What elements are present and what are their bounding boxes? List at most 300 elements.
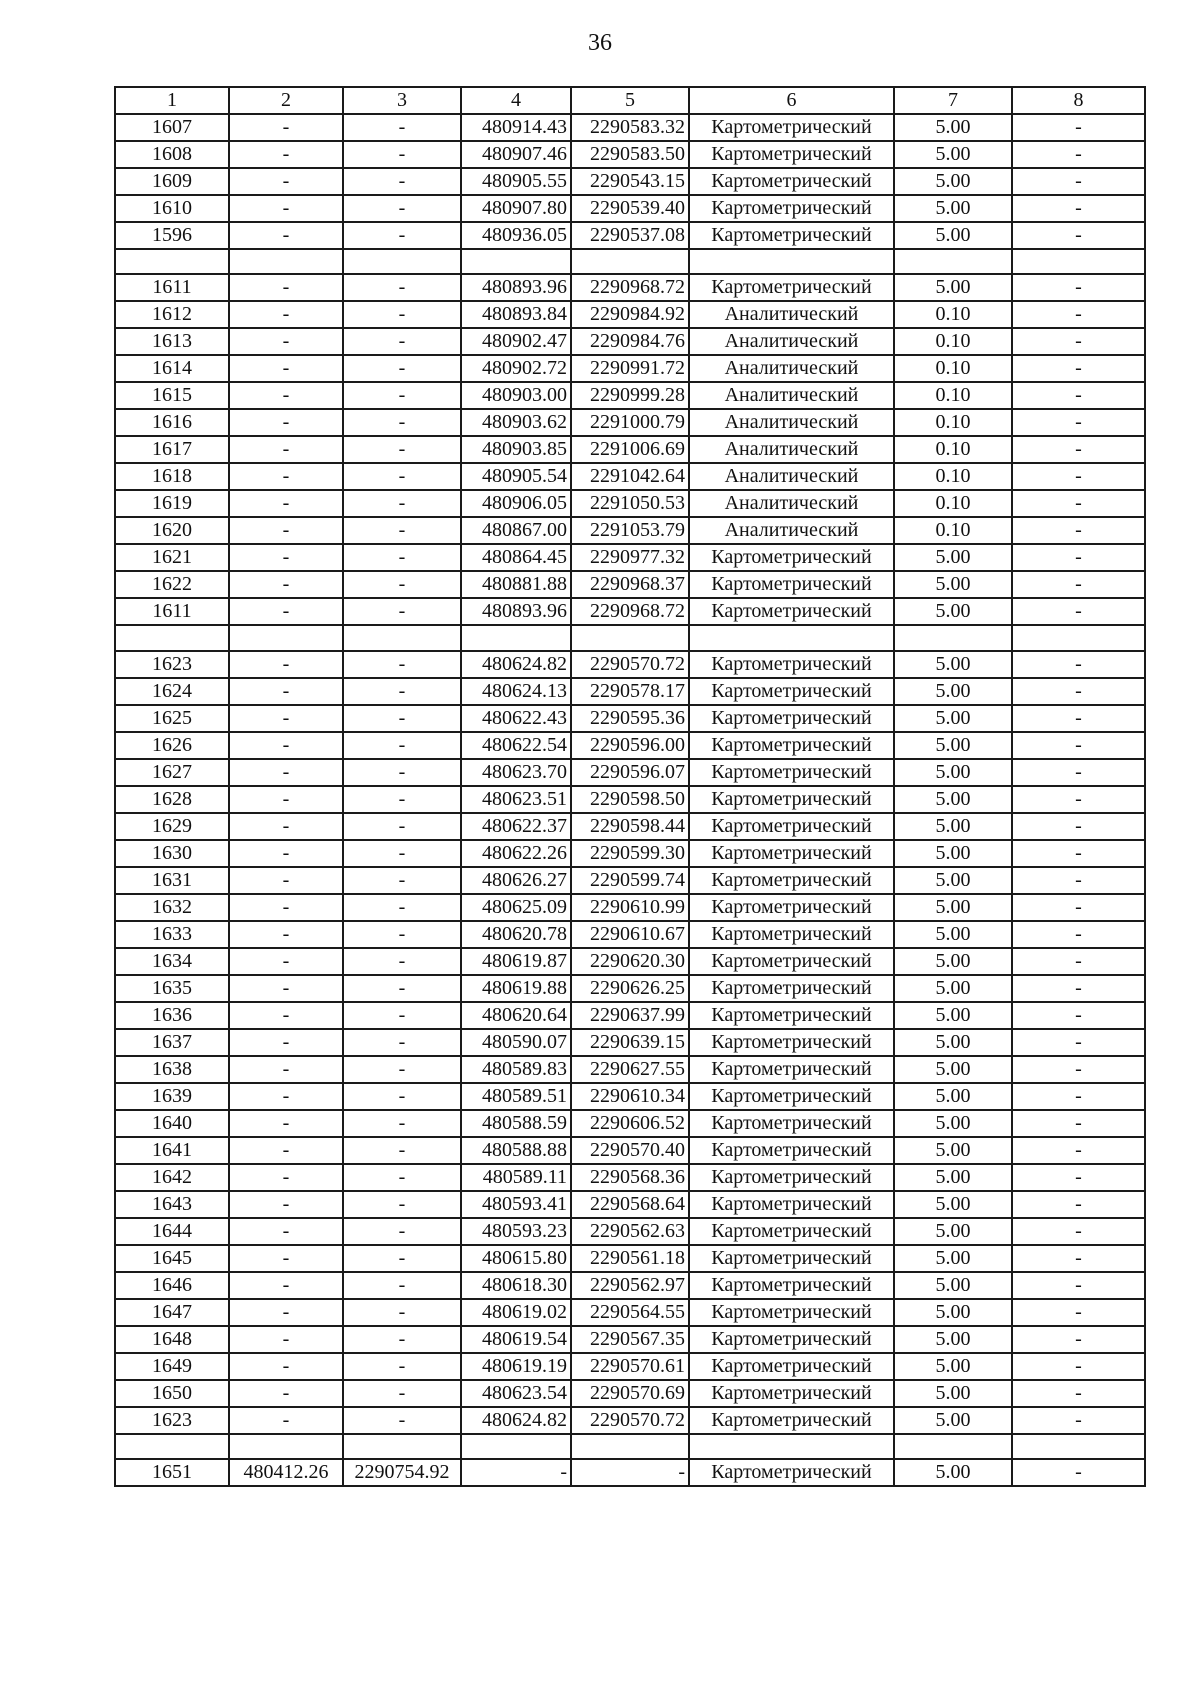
cell-x-old: -	[229, 195, 343, 222]
cell-point-number: 1620	[115, 517, 229, 544]
cell-y-new: 2290570.72	[571, 1407, 689, 1434]
cell-x-new: 480622.43	[461, 705, 571, 732]
cell-method: Картометрический	[689, 651, 894, 678]
table-row	[115, 114, 1145, 141]
cell-x-new: 480622.26	[461, 840, 571, 867]
table-row	[115, 1110, 1145, 1137]
cell-y-old: -	[343, 759, 461, 786]
cell-point-number: 1650	[115, 1380, 229, 1407]
cell-x-new: 480906.05	[461, 490, 571, 517]
cell-x-new: 480624.13	[461, 678, 571, 705]
cell-y-old: -	[343, 1002, 461, 1029]
cell-y-new: 2290991.72	[571, 355, 689, 382]
cell-y-new: 2290596.00	[571, 732, 689, 759]
table-row	[115, 1326, 1145, 1353]
cell-x-old: -	[229, 168, 343, 195]
cell-point-number: 1641	[115, 1137, 229, 1164]
cell-y-old: -	[343, 598, 461, 625]
cell-accuracy: 5.00	[894, 705, 1012, 732]
cell-y-new: -	[571, 1459, 689, 1486]
cell-x-new: 480619.87	[461, 948, 571, 975]
cell-description: -	[1012, 1380, 1145, 1407]
cell-y-new: 2290639.15	[571, 1029, 689, 1056]
cell-x-new: 480622.37	[461, 813, 571, 840]
cell-y-old: -	[343, 1407, 461, 1434]
cell-accuracy: 5.00	[894, 1029, 1012, 1056]
cell-y-new: 2290968.72	[571, 598, 689, 625]
table-row	[115, 651, 1145, 678]
cell-method: Картометрический	[689, 195, 894, 222]
cell-description: -	[1012, 544, 1145, 571]
table-row	[115, 141, 1145, 168]
cell-accuracy	[894, 249, 1012, 274]
header-cell: 2	[229, 87, 343, 114]
cell-accuracy: 5.00	[894, 598, 1012, 625]
cell-y-new: 2290984.92	[571, 301, 689, 328]
cell-y-old: -	[343, 328, 461, 355]
cell-point-number: 1623	[115, 1407, 229, 1434]
header-cell: 6	[689, 87, 894, 114]
table-row	[115, 490, 1145, 517]
cell-x-old: -	[229, 867, 343, 894]
cell-y-new: 2290599.30	[571, 840, 689, 867]
table-row	[115, 571, 1145, 598]
cell-method: Картометрический	[689, 1326, 894, 1353]
cell-accuracy: 5.00	[894, 1407, 1012, 1434]
cell-y-old: -	[343, 274, 461, 301]
table-row	[115, 355, 1145, 382]
cell-method: Картометрический	[689, 1137, 894, 1164]
cell-method: Картометрический	[689, 1218, 894, 1245]
cell-accuracy: 5.00	[894, 894, 1012, 921]
cell-method: Аналитический	[689, 328, 894, 355]
cell-y-old: -	[343, 571, 461, 598]
cell-x-old: -	[229, 1353, 343, 1380]
cell-description: -	[1012, 1299, 1145, 1326]
cell-y-new: 2290570.40	[571, 1137, 689, 1164]
cell-point-number: 1643	[115, 1191, 229, 1218]
table-row	[115, 222, 1145, 249]
cell-method: Картометрический	[689, 1191, 894, 1218]
cell-description: -	[1012, 732, 1145, 759]
cell-point-number: 1609	[115, 168, 229, 195]
cell-x-new: 480905.54	[461, 463, 571, 490]
cell-x-new: 480588.88	[461, 1137, 571, 1164]
table-separator-row	[115, 1434, 1145, 1459]
cell-x-new: 480936.05	[461, 222, 571, 249]
cell-point-number: 1630	[115, 840, 229, 867]
cell-x-old: -	[229, 1002, 343, 1029]
cell-x-old: -	[229, 1245, 343, 1272]
cell-y-old: -	[343, 948, 461, 975]
cell-y-old: -	[343, 651, 461, 678]
cell-y-old: -	[343, 813, 461, 840]
cell-method: Картометрический	[689, 1459, 894, 1486]
cell-y-old: -	[343, 1380, 461, 1407]
cell-point-number: 1633	[115, 921, 229, 948]
cell-x-new: 480903.00	[461, 382, 571, 409]
cell-method: Аналитический	[689, 517, 894, 544]
cell-x-new: 480588.59	[461, 1110, 571, 1137]
cell-x-old: -	[229, 921, 343, 948]
cell-x-old: -	[229, 301, 343, 328]
cell-description: -	[1012, 867, 1145, 894]
cell-description: -	[1012, 195, 1145, 222]
cell-y-old	[343, 249, 461, 274]
cell-accuracy: 5.00	[894, 1326, 1012, 1353]
cell-accuracy: 5.00	[894, 274, 1012, 301]
cell-x-new: 480893.96	[461, 598, 571, 625]
cell-y-old: -	[343, 1056, 461, 1083]
cell-accuracy: 5.00	[894, 678, 1012, 705]
cell-y-new: 2290606.52	[571, 1110, 689, 1137]
cell-y-new: 2290620.30	[571, 948, 689, 975]
table-row	[115, 1353, 1145, 1380]
cell-x-old: -	[229, 1191, 343, 1218]
cell-y-old: -	[343, 894, 461, 921]
cell-point-number: 1631	[115, 867, 229, 894]
cell-point-number: 1651	[115, 1459, 229, 1486]
cell-accuracy: 5.00	[894, 651, 1012, 678]
cell-method	[689, 625, 894, 650]
cell-method: Аналитический	[689, 463, 894, 490]
cell-method: Картометрический	[689, 168, 894, 195]
cell-description: -	[1012, 921, 1145, 948]
cell-x-new: 480626.27	[461, 867, 571, 894]
cell-y-new: 2291053.79	[571, 517, 689, 544]
cell-method: Аналитический	[689, 490, 894, 517]
cell-x-new: 480623.54	[461, 1380, 571, 1407]
cell-x-new: 480619.19	[461, 1353, 571, 1380]
cell-accuracy: 5.00	[894, 1056, 1012, 1083]
table-row	[115, 409, 1145, 436]
cell-point-number	[115, 249, 229, 274]
cell-y-old: -	[343, 222, 461, 249]
cell-y-new: 2290626.25	[571, 975, 689, 1002]
cell-accuracy: 0.10	[894, 490, 1012, 517]
cell-accuracy: 5.00	[894, 813, 1012, 840]
cell-description	[1012, 1434, 1145, 1459]
cell-y-new: 2290977.32	[571, 544, 689, 571]
cell-x-new: 480902.47	[461, 328, 571, 355]
cell-description: -	[1012, 813, 1145, 840]
cell-x-old: -	[229, 571, 343, 598]
cell-y-old	[343, 1434, 461, 1459]
cell-point-number: 1632	[115, 894, 229, 921]
cell-accuracy: 5.00	[894, 1272, 1012, 1299]
cell-description: -	[1012, 1029, 1145, 1056]
cell-y-old: -	[343, 1218, 461, 1245]
cell-y-old: -	[343, 1299, 461, 1326]
cell-x-new: 480619.02	[461, 1299, 571, 1326]
cell-x-new: 480619.88	[461, 975, 571, 1002]
cell-point-number: 1625	[115, 705, 229, 732]
cell-method: Картометрический	[689, 867, 894, 894]
cell-description: -	[1012, 274, 1145, 301]
cell-accuracy: 5.00	[894, 975, 1012, 1002]
cell-accuracy: 5.00	[894, 1110, 1012, 1137]
cell-x-old: -	[229, 786, 343, 813]
cell-x-new: 480893.96	[461, 274, 571, 301]
table-row	[115, 1245, 1145, 1272]
cell-point-number: 1616	[115, 409, 229, 436]
cell-x-old: -	[229, 840, 343, 867]
cell-x-new: 480907.80	[461, 195, 571, 222]
cell-point-number: 1607	[115, 114, 229, 141]
cell-y-old: -	[343, 355, 461, 382]
cell-x-new: 480624.82	[461, 651, 571, 678]
cell-point-number: 1611	[115, 598, 229, 625]
cell-accuracy: 5.00	[894, 222, 1012, 249]
cell-y-new: 2290968.72	[571, 274, 689, 301]
cell-y-new: 2290578.17	[571, 678, 689, 705]
cell-x-new: 480589.83	[461, 1056, 571, 1083]
cell-y-new: 2290610.99	[571, 894, 689, 921]
cell-method: Аналитический	[689, 409, 894, 436]
cell-accuracy: 5.00	[894, 732, 1012, 759]
table-row	[115, 1056, 1145, 1083]
cell-x-new: 480905.55	[461, 168, 571, 195]
cell-accuracy: 5.00	[894, 1218, 1012, 1245]
cell-y-old: 2290754.92	[343, 1459, 461, 1486]
cell-y-old: -	[343, 705, 461, 732]
table-row	[115, 598, 1145, 625]
table-row	[115, 1218, 1145, 1245]
cell-y-new: 2290543.15	[571, 168, 689, 195]
cell-x-new: 480903.62	[461, 409, 571, 436]
cell-point-number: 1617	[115, 436, 229, 463]
cell-point-number: 1635	[115, 975, 229, 1002]
cell-x-new: 480914.43	[461, 114, 571, 141]
page-number: 36	[588, 30, 612, 56]
cell-x-new: 480903.85	[461, 436, 571, 463]
cell-accuracy: 5.00	[894, 571, 1012, 598]
cell-accuracy: 5.00	[894, 1380, 1012, 1407]
cell-method: Картометрический	[689, 274, 894, 301]
cell-description: -	[1012, 598, 1145, 625]
cell-description: -	[1012, 1272, 1145, 1299]
cell-x-old: -	[229, 141, 343, 168]
cell-point-number: 1640	[115, 1110, 229, 1137]
cell-y-new: 2290562.97	[571, 1272, 689, 1299]
header-cell: 1	[115, 87, 229, 114]
cell-x-old: -	[229, 678, 343, 705]
cell-description	[1012, 249, 1145, 274]
cell-x-old: -	[229, 1218, 343, 1245]
cell-description: -	[1012, 840, 1145, 867]
table-row	[115, 301, 1145, 328]
cell-method	[689, 249, 894, 274]
cell-y-old: -	[343, 168, 461, 195]
cell-method: Картометрический	[689, 1299, 894, 1326]
table-row	[115, 382, 1145, 409]
header-cell: 3	[343, 87, 461, 114]
cell-point-number: 1596	[115, 222, 229, 249]
table-row	[115, 678, 1145, 705]
cell-description: -	[1012, 301, 1145, 328]
cell-y-old: -	[343, 436, 461, 463]
cell-y-old: -	[343, 1353, 461, 1380]
table-row	[115, 328, 1145, 355]
cell-method: Картометрический	[689, 948, 894, 975]
table-row	[115, 517, 1145, 544]
cell-x-new: -	[461, 1459, 571, 1486]
cell-point-number: 1614	[115, 355, 229, 382]
cell-accuracy: 5.00	[894, 1191, 1012, 1218]
table-row	[115, 1380, 1145, 1407]
cell-method: Картометрический	[689, 975, 894, 1002]
table-row	[115, 463, 1145, 490]
cell-point-number: 1639	[115, 1083, 229, 1110]
cell-y-old: -	[343, 867, 461, 894]
cell-description: -	[1012, 328, 1145, 355]
cell-method: Картометрический	[689, 1110, 894, 1137]
cell-point-number: 1608	[115, 141, 229, 168]
cell-x-old: -	[229, 948, 343, 975]
cell-x-old: -	[229, 732, 343, 759]
cell-method: Картометрический	[689, 1407, 894, 1434]
cell-x-new: 480622.54	[461, 732, 571, 759]
cell-y-new: 2290595.36	[571, 705, 689, 732]
cell-description: -	[1012, 141, 1145, 168]
cell-x-new: 480590.07	[461, 1029, 571, 1056]
cell-description: -	[1012, 382, 1145, 409]
cell-accuracy: 5.00	[894, 1002, 1012, 1029]
cell-method: Картометрический	[689, 1353, 894, 1380]
cell-description: -	[1012, 222, 1145, 249]
cell-x-new: 480624.82	[461, 1407, 571, 1434]
cell-point-number: 1645	[115, 1245, 229, 1272]
cell-accuracy: 0.10	[894, 436, 1012, 463]
cell-accuracy: 5.00	[894, 948, 1012, 975]
table-row	[115, 1459, 1145, 1486]
cell-point-number: 1610	[115, 195, 229, 222]
cell-x-new	[461, 1434, 571, 1459]
cell-x-new: 480625.09	[461, 894, 571, 921]
cell-description: -	[1012, 786, 1145, 813]
cell-description: -	[1012, 1245, 1145, 1272]
table-row	[115, 168, 1145, 195]
cell-point-number: 1622	[115, 571, 229, 598]
cell-description: -	[1012, 1164, 1145, 1191]
cell-y-new: 2290537.08	[571, 222, 689, 249]
cell-x-old: -	[229, 813, 343, 840]
cell-x-new: 480623.70	[461, 759, 571, 786]
cell-y-new: 2290570.61	[571, 1353, 689, 1380]
cell-description: -	[1012, 490, 1145, 517]
cell-x-old: -	[229, 1056, 343, 1083]
cell-method: Картометрический	[689, 114, 894, 141]
cell-y-new: 2290637.99	[571, 1002, 689, 1029]
cell-x-old: -	[229, 651, 343, 678]
cell-y-new: 2290610.34	[571, 1083, 689, 1110]
table-row	[115, 274, 1145, 301]
cell-x-new: 480589.11	[461, 1164, 571, 1191]
cell-x-old: -	[229, 1407, 343, 1434]
cell-y-new: 2290570.72	[571, 651, 689, 678]
cell-y-new: 2291050.53	[571, 490, 689, 517]
cell-x-new: 480907.46	[461, 141, 571, 168]
cell-description: -	[1012, 651, 1145, 678]
table-row	[115, 436, 1145, 463]
cell-y-new: 2290583.32	[571, 114, 689, 141]
cell-x-old: -	[229, 222, 343, 249]
cell-x-new	[461, 625, 571, 650]
table-row	[115, 544, 1145, 571]
cell-point-number: 1634	[115, 948, 229, 975]
cell-y-old: -	[343, 1110, 461, 1137]
cell-method: Картометрический	[689, 1272, 894, 1299]
cell-y-new: 2290599.74	[571, 867, 689, 894]
table-row	[115, 840, 1145, 867]
cell-y-new	[571, 1434, 689, 1459]
cell-x-old: -	[229, 114, 343, 141]
cell-point-number: 1623	[115, 651, 229, 678]
cell-x-new: 480623.51	[461, 786, 571, 813]
cell-y-new: 2290984.76	[571, 328, 689, 355]
table-row	[115, 759, 1145, 786]
cell-description: -	[1012, 948, 1145, 975]
cell-method: Картометрический	[689, 598, 894, 625]
table-row	[115, 195, 1145, 222]
cell-description: -	[1012, 678, 1145, 705]
cell-x-old	[229, 625, 343, 650]
cell-accuracy: 0.10	[894, 463, 1012, 490]
cell-x-old: -	[229, 274, 343, 301]
cell-y-old: -	[343, 732, 461, 759]
cell-accuracy: 5.00	[894, 1459, 1012, 1486]
table-header-row	[115, 87, 1145, 114]
cell-point-number: 1637	[115, 1029, 229, 1056]
cell-point-number: 1636	[115, 1002, 229, 1029]
cell-method: Картометрический	[689, 544, 894, 571]
cell-x-old: -	[229, 490, 343, 517]
cell-point-number: 1627	[115, 759, 229, 786]
cell-description: -	[1012, 1326, 1145, 1353]
table-row	[115, 948, 1145, 975]
cell-x-new: 480893.84	[461, 301, 571, 328]
cell-accuracy: 0.10	[894, 409, 1012, 436]
cell-method: Аналитический	[689, 436, 894, 463]
cell-description: -	[1012, 1191, 1145, 1218]
cell-y-old: -	[343, 786, 461, 813]
cell-description: -	[1012, 463, 1145, 490]
cell-point-number	[115, 1434, 229, 1459]
cell-y-new: 2290561.18	[571, 1245, 689, 1272]
table-row	[115, 813, 1145, 840]
cell-accuracy: 5.00	[894, 921, 1012, 948]
cell-method: Аналитический	[689, 382, 894, 409]
table-separator-row	[115, 249, 1145, 274]
cell-method: Картометрический	[689, 678, 894, 705]
cell-point-number: 1611	[115, 274, 229, 301]
cell-method: Картометрический	[689, 222, 894, 249]
cell-accuracy	[894, 625, 1012, 650]
cell-description: -	[1012, 355, 1145, 382]
cell-point-number: 1647	[115, 1299, 229, 1326]
cell-y-old: -	[343, 840, 461, 867]
cell-x-old: -	[229, 894, 343, 921]
cell-y-old: -	[343, 975, 461, 1002]
cell-y-new: 2290968.37	[571, 571, 689, 598]
cell-y-old: -	[343, 1326, 461, 1353]
cell-x-old: -	[229, 1326, 343, 1353]
cell-x-new: 480593.41	[461, 1191, 571, 1218]
table-row	[115, 1407, 1145, 1434]
table-row	[115, 1002, 1145, 1029]
cell-x-new: 480620.64	[461, 1002, 571, 1029]
cell-x-new: 480867.00	[461, 517, 571, 544]
